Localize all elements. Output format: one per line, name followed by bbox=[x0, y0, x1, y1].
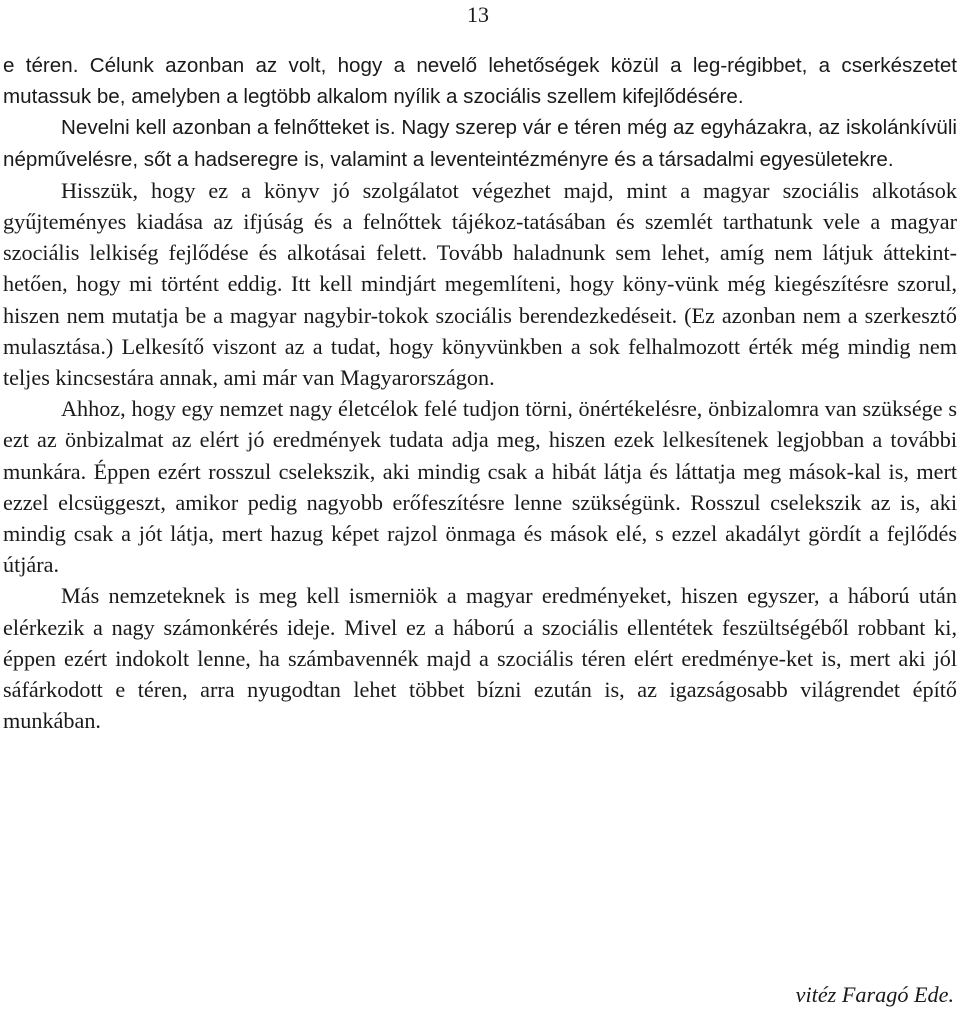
paragraph-5: Más nemzeteknek is meg kell ismerniök a magyar eredményeket, hiszen egyszer, a háború után elérkezik a nagy számonkérés ideje. Mivel ez a háború a szociális ellentétek feszültségéből robbant ki, éppen ezért indokolt lenne, ha számbavennék majd a szociális téren elért eredménye-ket is, mert aki jól sáfárkodott e téren, arra nyugodtan lehet többet bízni ezután is, az igazságosabb világrendet építő munkában. bbox=[3, 583, 957, 734]
document-body bbox=[3, 50, 957, 736]
paragraph-2: Nevelni kell azonban a felnőtteket is. Nagy szerep vár e téren még az egyházakra, az iskolánkívüli népművelésre, sőt a hadseregre is, valamint a leventeintézményre és a társadalmi egyesületekre. bbox=[3, 116, 957, 171]
page-number: 13 bbox=[467, 2, 489, 27]
author-signature: vitéz Faragó Ede. bbox=[795, 982, 954, 1007]
paragraph-3: Hisszük, hogy ez a könyv jó szolgálatot végezhet majd, mint a magyar szociális alkotások gyűjteményes kiadása az ifjúság és a felnőttek tájékoz-tatásában és szemlét tarthatunk vele a magyar szociális lelkiség fejlődése és alkotásai felett. Tovább haladnunk sem lehet, amíg nem látjuk áttekint-hetően, hogy mi történt eddig. Itt kell mindjárt megemlíteni, hogy köny-vünk még kiegészítésre szorul, hiszen nem mutatja be a magyar nagybir-tokok szociális berendezkedéseit. (Ez azonban nem a szerkesztő mulasztása.) Lelkesítő viszont az a tudat, hogy könyvünkben a sok felhalmozott érték még mindig nem teljes kincsestára annak, ami már van Magyarországon. bbox=[3, 177, 957, 391]
paragraph-4: Ahhoz, hogy egy nemzet nagy életcélok felé tudjon törni, önértékelésre, önbizalomra van szüksége s ezt az önbizalmat az elért jó eredmények tudata adja meg, hiszen ezek lelkesítenek legjobban a további munkára. Éppen ezért rosszul cselekszik, aki mindig csak a hibát látja és láttatja meg mások-kal is, mert ezzel elcsüggeszt, amikor pedig nagyobb erőfeszítésre lenne szükségünk. Rosszul cselekszik az is, aki mindig csak a jót látja, mert hazug képet rajzol önmaga és mások elé, s ezzel akadályt gördít a fejlődés útjára. bbox=[3, 396, 957, 578]
paragraph-1: e téren. Célunk azonban az volt, hogy a nevelő lehetőségek közül a leg-régibbet, a cserkészetet mutassuk be, amelyben a legtöbb alkalom nyílik a szociális szellem kifejlődésére. bbox=[3, 54, 957, 109]
